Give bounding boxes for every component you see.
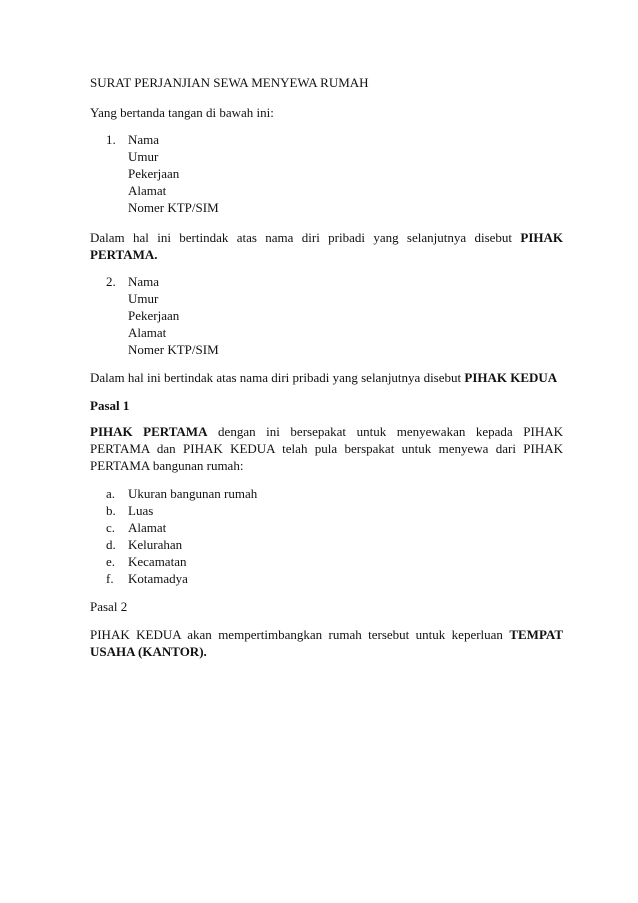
list-item: Kecamatan: [128, 554, 187, 569]
list-marker: c.: [106, 520, 116, 535]
party1-field-name: Nama: [128, 132, 160, 147]
list-marker: f.: [106, 571, 114, 586]
party2-field-name: Nama: [128, 274, 160, 289]
document-page: [90, 0, 563, 903]
list-item: Kotamadya: [128, 571, 188, 586]
pasal1-heading: Pasal 1: [90, 398, 130, 413]
list-item: Alamat: [128, 520, 167, 535]
pasal1-line2: PERTAMA dan PIHAK KEDUA telah pula berspakat untuk menyewa dari PIHAK: [90, 441, 563, 456]
party2-statement: Dalam hal ini bertindak atas nama diri pribadi yang selanjutnya disebut PIHAK KEDUA: [90, 370, 558, 385]
list-item: Ukuran bangunan rumah: [128, 486, 258, 501]
pasal1-line3: PERTAMA bangunan rumah:: [90, 458, 244, 473]
party1-number: 1.: [106, 132, 116, 147]
party1-field-address: Alamat: [128, 183, 167, 198]
list-marker: e.: [106, 554, 116, 569]
list-marker: b.: [106, 503, 116, 518]
list-marker: d.: [106, 537, 116, 552]
pasal2-line1: PIHAK KEDUA akan mempertimbangkan rumah tersebut untuk keperluan TEMPAT: [90, 627, 564, 642]
party2-number: 2.: [106, 274, 116, 289]
party2-field-address: Alamat: [128, 325, 167, 340]
list-marker: a.: [106, 486, 116, 501]
party1-field-age: Umur: [128, 149, 159, 164]
party1-statement-line2: PERTAMA.: [90, 247, 158, 262]
party1-field-id: Nomer KTP/SIM: [128, 200, 219, 215]
document-title: SURAT PERJANJIAN SEWA MENYEWA RUMAH: [90, 75, 369, 90]
pasal2-heading: Pasal 2: [90, 599, 128, 614]
intro-text: Yang bertanda tangan di bawah ini:: [90, 105, 274, 120]
list-item: Luas: [128, 503, 154, 518]
party2-field-occupation: Pekerjaan: [128, 308, 180, 323]
party1-field-occupation: Pekerjaan: [128, 166, 180, 181]
list-item: Kelurahan: [128, 537, 183, 552]
pasal1-line1: PIHAK PERTAMA dengan ini bersepakat untuk menyewakan kepada PIHAK: [90, 424, 563, 439]
party2-field-id: Nomer KTP/SIM: [128, 342, 219, 357]
pasal2-line2: USAHA (KANTOR).: [90, 644, 207, 659]
party2-field-age: Umur: [128, 291, 159, 306]
party1-statement-line1: Dalam hal ini bertindak atas nama diri pribadi yang selanjutnya disebut PIHAK: [90, 230, 563, 245]
